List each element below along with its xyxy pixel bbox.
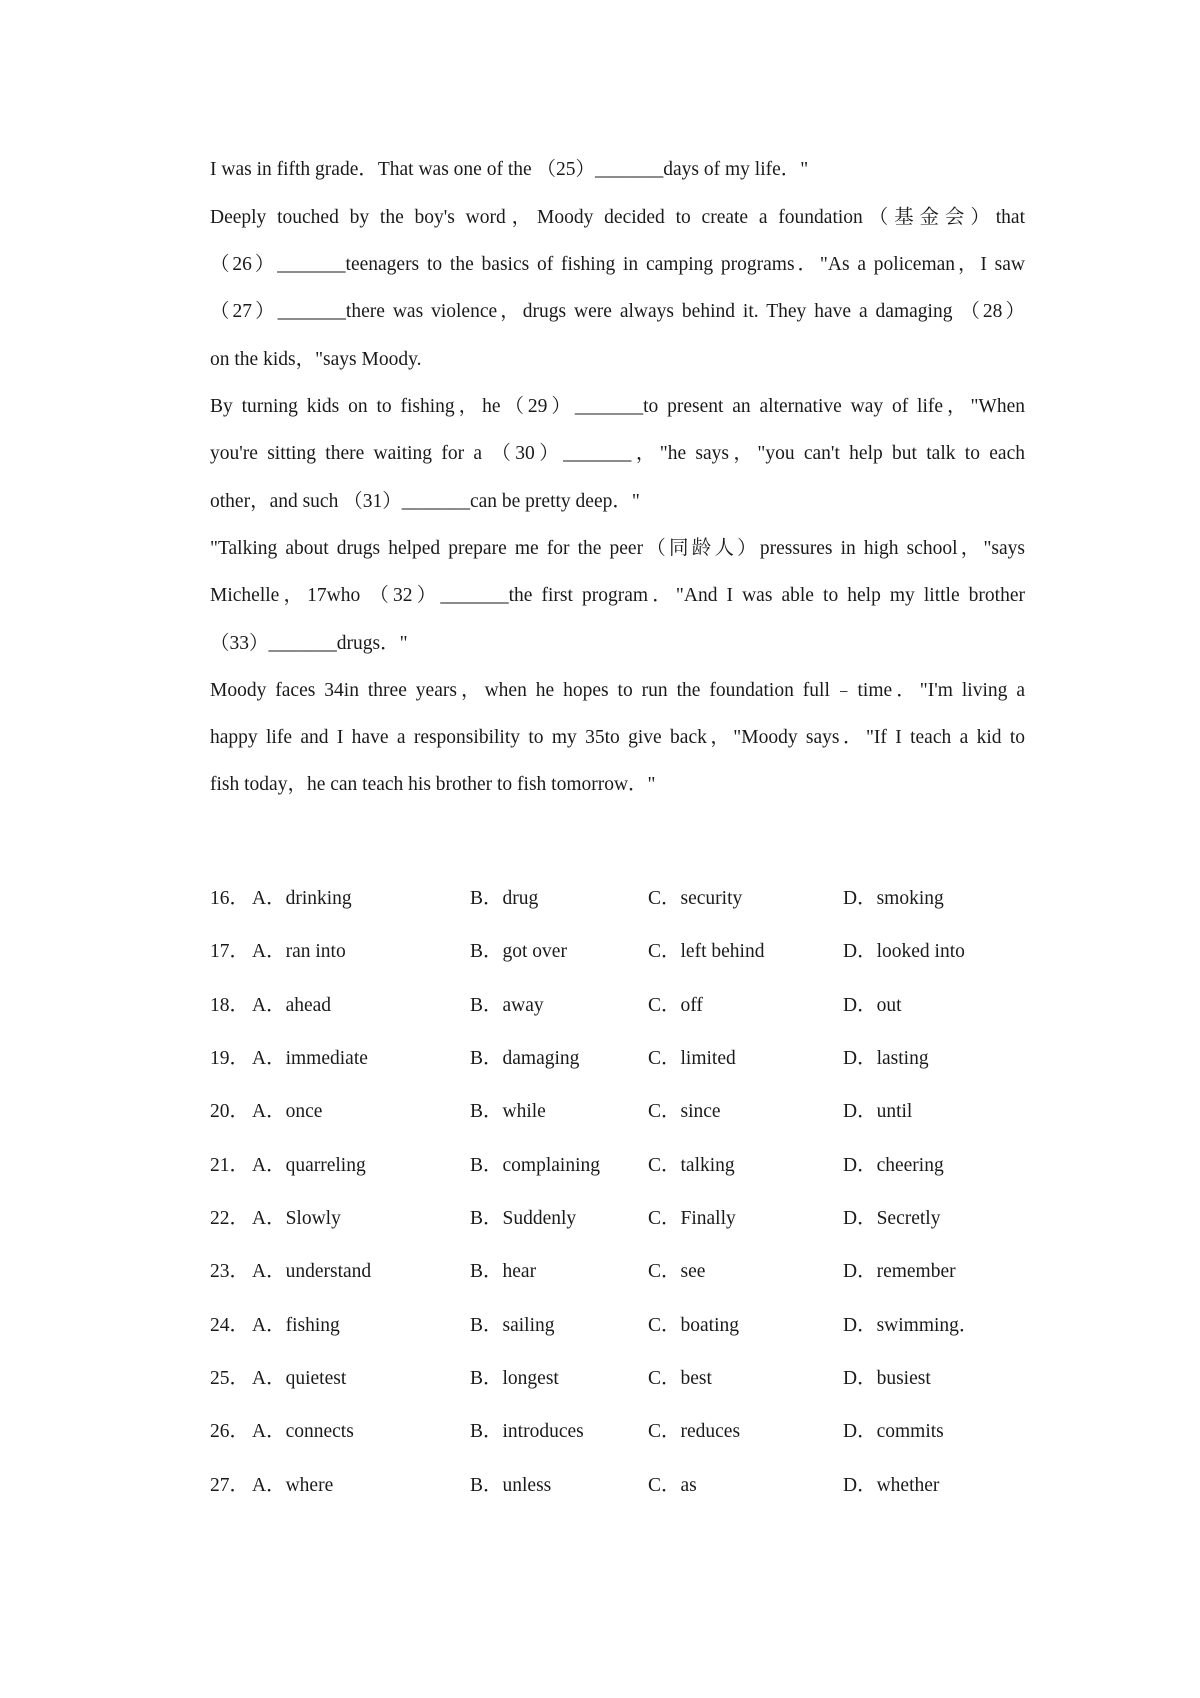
option-d: D．out (843, 995, 902, 1016)
option-d: D．looked into (843, 941, 965, 962)
question-row (210, 1205, 1010, 1233)
option-b: B．sailing (470, 1315, 555, 1336)
option-d: D．until (843, 1101, 913, 1122)
option-b: B．damaging (470, 1048, 580, 1069)
question-number: 22． (210, 1208, 250, 1229)
question-row (210, 1472, 1010, 1500)
option-c: C．boating (648, 1315, 739, 1336)
question-row (210, 1152, 1010, 1180)
option-d: D．remember (843, 1261, 956, 1282)
option-c: C．since (648, 1101, 721, 1122)
option-a: A．once (252, 1101, 323, 1122)
passage-line: you're sitting there waiting for a （30）_______，"he says，"you can't help but talk to each (210, 443, 1025, 464)
option-c: C．left behind (648, 941, 765, 962)
passage-line: （33）_______drugs．" (210, 633, 408, 654)
option-c: C．Finally (648, 1208, 736, 1229)
passage-line: other，and such （31）_______can be pretty deep．" (210, 491, 640, 512)
question-row (210, 885, 1010, 913)
option-a: A．ran into (252, 941, 346, 962)
option-a: A．understand (252, 1261, 372, 1282)
question-row (210, 1418, 1010, 1446)
passage-line: （26）_______teenagers to the basics of fishing in camping programs．"As a policeman，I saw (210, 254, 1025, 275)
passage-line: happy life and I have a responsibility to my 35to give back，"Moody says．"If I teach a kid to (210, 727, 1025, 748)
option-a: A．quarreling (252, 1155, 366, 1176)
option-d: D．Secretly (843, 1208, 941, 1229)
question-row (210, 1312, 1010, 1340)
option-d: D．cheering (843, 1155, 944, 1176)
passage-line: Moody faces 34in three years，when he hopes to run the foundation full﹣time．"I'm living a (210, 680, 1025, 701)
question-number: 17． (210, 941, 250, 962)
option-b: B．longest (470, 1368, 559, 1389)
option-d: D．busiest (843, 1368, 931, 1389)
question-row (210, 992, 1010, 1020)
option-a: A．ahead (252, 995, 332, 1016)
passage-line: on the kids，"says Moody. (210, 349, 422, 370)
option-b: B．complaining (470, 1155, 600, 1176)
passage-line: By turning kids on to fishing，he（29）_______to present an alternative way of life，"When (210, 396, 1025, 417)
option-b: B．introduces (470, 1421, 584, 1442)
question-row (210, 1258, 1010, 1286)
passage-line: （27）_______there was violence，drugs were always behind it. They have a damaging （28） (210, 301, 1025, 322)
option-b: B．unless (470, 1475, 552, 1496)
option-d: D．swimming． (843, 1315, 979, 1336)
question-number: 19． (210, 1048, 250, 1069)
option-b: B．drug (470, 888, 539, 909)
option-d: D．commits (843, 1421, 944, 1442)
option-a: A．fishing (252, 1315, 340, 1336)
option-b: B．got over (470, 941, 567, 962)
option-c: C．limited (648, 1048, 736, 1069)
option-a: A．immediate (252, 1048, 368, 1069)
question-row (210, 1365, 1010, 1393)
question-number: 24． (210, 1315, 250, 1336)
option-b: B．while (470, 1101, 546, 1122)
question-number: 21． (210, 1155, 250, 1176)
question-number: 16． (210, 888, 250, 909)
passage-line: I was in fifth grade．That was one of the （25）_______days of my life．" (210, 159, 809, 180)
question-number: 27． (210, 1475, 250, 1496)
question-number: 20． (210, 1101, 250, 1122)
option-b: B．hear (470, 1261, 537, 1282)
option-c: C．reduces (648, 1421, 741, 1442)
question-number: 26． (210, 1421, 250, 1442)
option-c: C．off (648, 995, 703, 1016)
passage-line: Michelle，17who （32）_______the first program．"And I was able to help my little brother (210, 585, 1025, 606)
option-a: A．where (252, 1475, 334, 1496)
question-number: 23． (210, 1261, 250, 1282)
option-c: C．talking (648, 1155, 735, 1176)
option-c: C．security (648, 888, 743, 909)
question-row (210, 938, 1010, 966)
question-row (210, 1098, 1010, 1126)
option-a: A．Slowly (252, 1208, 341, 1229)
passage-line: "Talking about drugs helped prepare me for the peer（同龄人）pressures in high school，"says (210, 538, 1025, 559)
question-number: 18． (210, 995, 250, 1016)
option-d: D．smoking (843, 888, 944, 909)
option-d: D．lasting (843, 1048, 929, 1069)
passage-line: fish today，he can teach his brother to fish tomorrow．" (210, 774, 656, 795)
option-c: C．see (648, 1261, 706, 1282)
option-c: C．as (648, 1475, 697, 1496)
option-b: B．Suddenly (470, 1208, 577, 1229)
option-d: D．whether (843, 1475, 940, 1496)
question-row (210, 1045, 1010, 1073)
option-a: A．connects (252, 1421, 354, 1442)
option-c: C．best (648, 1368, 712, 1389)
option-a: A．quietest (252, 1368, 347, 1389)
passage-line: Deeply touched by the boy's word，Moody decided to create a foundation（基金会）that (210, 207, 1025, 228)
question-number: 25． (210, 1368, 250, 1389)
option-b: B．away (470, 995, 544, 1016)
option-a: A．drinking (252, 888, 352, 909)
